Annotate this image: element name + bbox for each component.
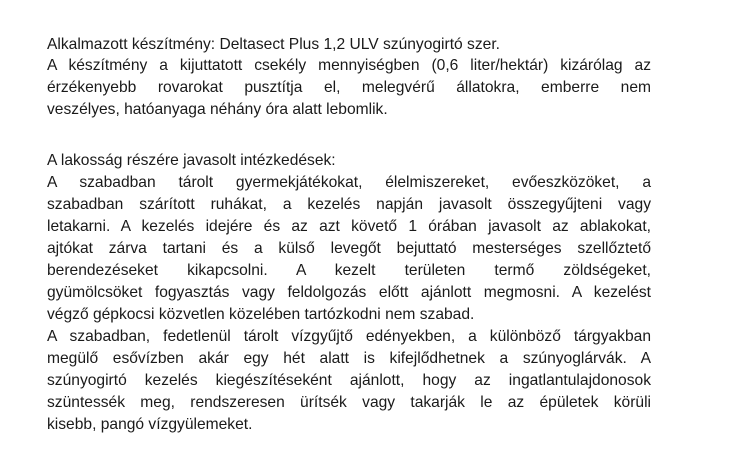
section-title: A lakosság részére javasolt intézkedések:: [47, 152, 336, 169]
paragraph-line: A szabadban tárolt gyermekjátékokat, élelmiszereket, evőeszközöket, a: [47, 174, 651, 191]
paragraph-line: szabadban szárított ruhákat, a kezelés napján javasolt összegyűjteni vagy: [47, 196, 651, 213]
paragraph-line: ajtókat zárva tartani és a külső levegőt bejuttató mesterséges szellőztető: [47, 240, 651, 257]
paragraph-line: A szabadban, fedetlenül tárolt vízgyűjtő edényekben, a különböző tárgyakban: [47, 328, 651, 345]
paragraph-line: végző gépkocsi közvetlen közelében tartózkodni nem szabad.: [47, 306, 475, 323]
product-description-line: veszélyes, hatóanyaga néhány óra alatt lebomlik.: [47, 101, 388, 118]
paragraph-line: megülő esővízben akár egy hét alatt is kifejlődhetnek a szúnyoglárvák. A: [47, 350, 651, 367]
product-description-line: A készítmény a kijuttatott csekély mennyiségben (0,6 liter/hektár) kizárólag az: [47, 57, 651, 74]
paragraph-line: gyümölcsöket fogyasztás vagy feldolgozás előtt ajánlott megmosni. A kezelést: [47, 284, 651, 301]
paragraph-line: szüntessék meg, rendszeresen ürítsék vagy takarják le az épületek körüli: [47, 394, 651, 411]
paragraph-line: letakarni. A kezelés idejére és az azt követő 1 órában javasolt az ablakokat,: [47, 218, 651, 235]
product-line: Alkalmazott készítmény: Deltasect Plus 1,2 ULV szúnyogirtó szer.: [47, 36, 500, 53]
product-description-line: érzékenyebb rovarokat pusztítja el, melegvérű állatokra, emberre nem: [47, 79, 651, 96]
paragraph-line: berendezéseket kikapcsolni. A kezelt területen termő zöldségeket,: [47, 262, 651, 279]
paragraph-line: szúnyogirtó kezelés kiegészítéseként ajánlott, hogy az ingatlantulajdonosok: [47, 372, 651, 389]
paragraph-line: kisebb, pangó vízgyülemeket.: [47, 416, 253, 433]
